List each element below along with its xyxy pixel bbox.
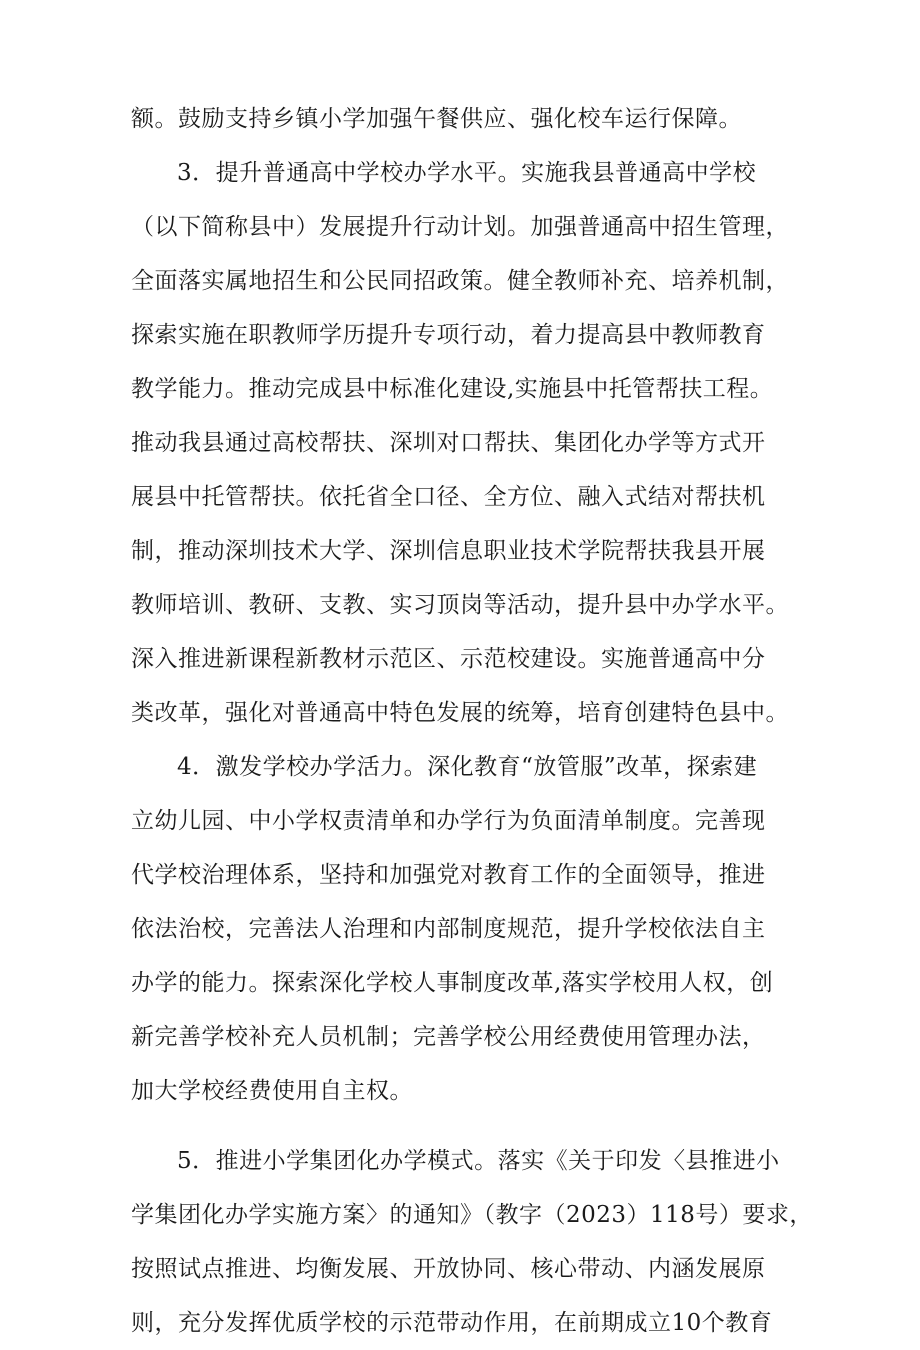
text-line: 5．推进小学集团化办学模式。落实《关于印发〈县推进小 [177, 1148, 780, 1174]
text-line: 新完善学校补充人员机制；完善学校公用经费使用管理办法， [131, 1024, 766, 1050]
text-line: 探索实施在职教师学历提升专项行动，着力提高县中教师教育 [131, 322, 766, 348]
text-line: 按照试点推进、均衡发展、开放协同、核心带动、内涵发展原 [131, 1256, 766, 1282]
text-line: 额。鼓励支持乡镇小学加强午餐供应、强化校车运行保障。 [131, 106, 742, 132]
text-line: （以下简称县中）发展提升行动计划。加强普通高中招生管理， [131, 214, 789, 240]
text-line: 推动我县通过高校帮扶、深圳对口帮扶、集团化办学等方式开 [131, 430, 766, 456]
text-line: 4．激发学校办学活力。深化教育“放管服”改革，探索建 [177, 754, 758, 780]
text-line: 立幼儿园、中小学权责清单和办学行为负面清单制度。完善现 [131, 808, 766, 834]
text-line: 加大学校经费使用自主权。 [131, 1078, 413, 1104]
text-line: 依法治校，完善法人治理和内部制度规范，提升学校依法自主 [131, 916, 766, 942]
paragraph-gap [131, 1118, 799, 1134]
text-line: 全面落实属地招生和公民同招政策。健全教师补充、培养机制， [131, 268, 789, 294]
text-line: 教师培训、教研、支教、实习顶岗等活动，提升县中办学水平。 [131, 592, 789, 618]
text-line: 深入推进新课程新教材示范区、示范校建设。实施普通高中分 [131, 646, 766, 672]
text-line: 办学的能力。探索深化学校人事制度改革,落实学校用人权，创 [131, 970, 774, 996]
text-line: 制，推动深圳技术大学、深圳信息职业技术学院帮扶我县开展 [131, 538, 766, 564]
text-line: 类改革，强化对普通高中特色发展的统筹，培育创建特色县中。 [131, 700, 789, 726]
text-line: 则，充分发挥优质学校的示范带动作用，在前期成立10个教育 [131, 1310, 773, 1336]
document-body [131, 92, 813, 1350]
text-line: 教学能力。推动完成县中标准化建设,实施县中托管帮扶工程。 [131, 376, 774, 402]
text-line: 展县中托管帮扶。依托省全口径、全方位、融入式结对帮扶机 [131, 484, 766, 510]
text-line: 学集团化办学实施方案〉的通知》（教字（2023）118号）要求， [131, 1202, 813, 1228]
text-line: 3．提升普通高中学校办学水平。实施我县普通高中学校 [177, 160, 757, 186]
text-line: 代学校治理体系，坚持和加强党对教育工作的全面领导，推进 [131, 862, 766, 888]
